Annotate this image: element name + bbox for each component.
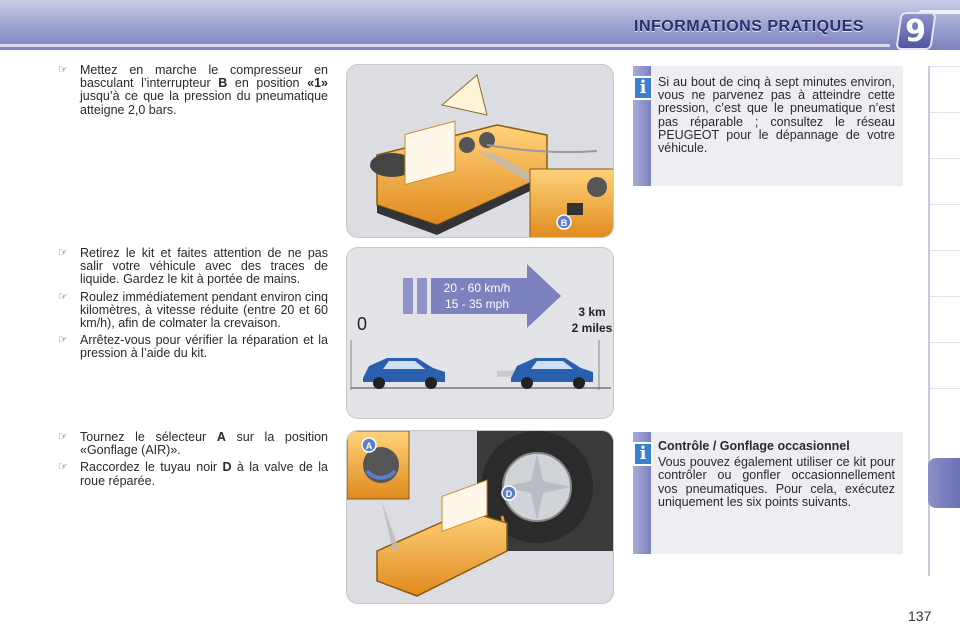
drive-illustration (347, 248, 614, 419)
speed-kmh: 20 - 60 km/h (443, 281, 511, 295)
pointing-hand-icon: ☞ (58, 290, 68, 303)
pointing-hand-icon: ☞ (58, 334, 68, 347)
figure-compressor-switch (346, 64, 614, 238)
side-tab[interactable] (930, 296, 960, 340)
info-text: Si au bout de cinq à sept minutes environ, vous ne parvenez pas à atteindre cette pression, c’est que le pneumatique n’est pas réparable ; consultez le réseau PEUGEOT pour le dépannage de votre véhicule. (658, 75, 895, 156)
car-moving (497, 358, 593, 389)
callout-b: B (560, 218, 568, 228)
label-b: B (218, 76, 228, 91)
instructions-block-1 (58, 64, 328, 121)
instruction-item: ☞ Arrêtez-vous pour vérifier la réparation et la pression à l’aide du kit. (58, 333, 328, 361)
start-distance: 0 (357, 314, 368, 334)
page-title: INFORMATIONS PRATIQUES (634, 18, 864, 35)
instruction-item: ☞ Raccordez le tuyau noir D à la valve de la roue réparée. (58, 460, 329, 488)
chapter-number: 9 (905, 14, 926, 49)
side-tab[interactable] (930, 388, 960, 432)
pointing-hand-icon: ☞ (58, 64, 68, 76)
side-tab[interactable] (930, 250, 960, 294)
side-tab[interactable] (930, 506, 960, 550)
info-box-occasional (633, 432, 903, 554)
car-start (363, 358, 445, 389)
instruction-item: ☞ Retirez le kit et faites attention de ne pas salir votre véhicule avec des traces de liquide. Gardez le kit à portée de mains. (58, 246, 328, 287)
label-d: D (222, 460, 232, 475)
info-icon: i (633, 76, 653, 100)
pointing-hand-icon: ☞ (58, 431, 68, 443)
side-tab-active[interactable] (928, 458, 960, 508)
label-a: A (216, 430, 226, 444)
callout-a: A (365, 441, 373, 451)
distance-km: 3 km (578, 305, 606, 319)
instruction-item: ☞ Mettez en marche le compresseur en basculant l’interrupteur B en position «1» jusqu’à ce que la pression du pneumatique atteigne 2,0 bars. (58, 63, 328, 117)
pointing-hand-icon: ☞ (58, 461, 68, 474)
info-text: Vous pouvez également utiliser ce kit pour contrôler ou gonfler occasionnellement vos pneumatiques. Pour cela, exécutez uniquement les six points suivants. (658, 455, 895, 509)
side-tab[interactable] (930, 66, 960, 110)
wheel-illustration (347, 431, 614, 604)
position-label: «1» (307, 76, 328, 91)
info-icon: i (633, 442, 653, 466)
instructions-block-2 (58, 247, 328, 365)
callout-d: D (505, 489, 513, 499)
side-tab[interactable] (930, 158, 960, 202)
side-tab[interactable] (930, 342, 960, 386)
compressor-illustration (347, 65, 614, 238)
instruction-item: ☞ Tournez le sélecteur A sur la position «Gonflage (AIR)». (58, 430, 328, 458)
figure-drive-distance (346, 247, 614, 419)
pointing-hand-icon: ☞ (58, 247, 68, 259)
figure-wheel-connection (346, 430, 614, 604)
instructions-block-3 (58, 431, 328, 492)
info-box-pressure (633, 66, 903, 186)
side-tab[interactable] (930, 112, 960, 156)
info-title: Contrôle / Gonflage occasionnel (658, 439, 850, 453)
page-number: 137 (908, 608, 932, 624)
instruction-item: ☞ Roulez immédiatement pendant environ cinq kilomètres, à vitesse réduite (entre 20 et 60 km/h), afin de colmater la crevaison. (58, 289, 328, 331)
side-tab[interactable] (930, 204, 960, 248)
distance-miles: 2 miles (571, 321, 613, 335)
speed-mph: 15 - 35 mph (444, 297, 510, 311)
